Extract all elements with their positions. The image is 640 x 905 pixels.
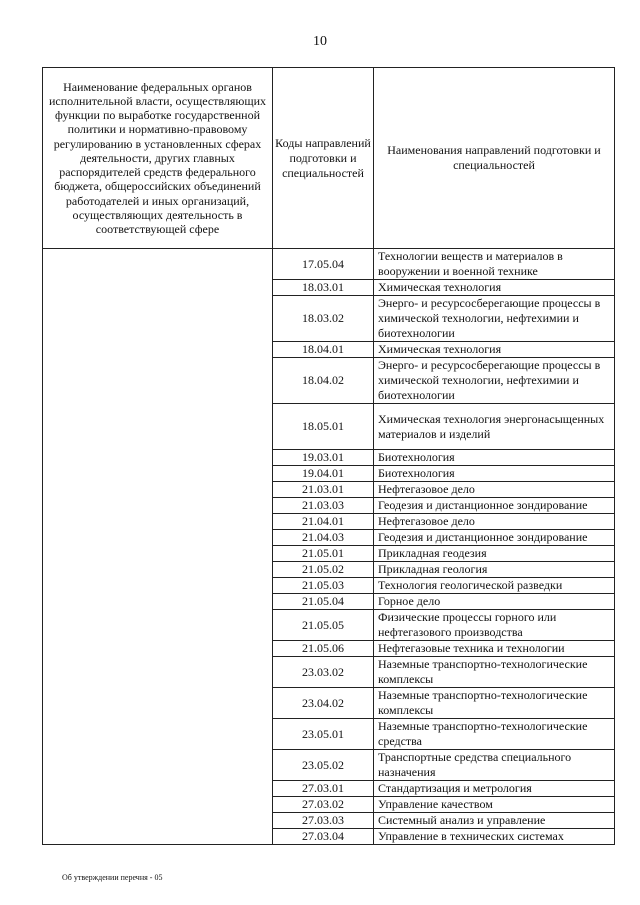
header-names: Наименования направлений подготовки и специальностей	[374, 68, 615, 249]
name-cell: Наземные транспортно-технологические средства	[374, 719, 615, 750]
code-cell: 23.03.02	[273, 657, 374, 688]
code-cell: 21.04.03	[273, 530, 374, 546]
name-cell: Системный анализ и управление	[374, 813, 615, 829]
name-cell: Прикладная геология	[374, 562, 615, 578]
code-cell: 21.04.01	[273, 514, 374, 530]
name-cell: Химическая технология	[374, 280, 615, 296]
name-cell: Энерго- и ресурсосберегающие процессы в химической технологии, нефтехимии и биотехнологии	[374, 296, 615, 342]
code-cell: 19.03.01	[273, 450, 374, 466]
table-header-row	[43, 68, 615, 249]
name-cell: Биотехнология	[374, 466, 615, 482]
code-cell: 27.03.01	[273, 781, 374, 797]
name-cell: Химическая технология	[374, 342, 615, 358]
name-cell: Нефтегазовые техника и технологии	[374, 641, 615, 657]
name-cell: Транспортные средства специального назначения	[374, 750, 615, 781]
table-row	[43, 249, 615, 280]
name-cell: Геодезия и дистанционное зондирование	[374, 498, 615, 514]
name-cell: Химическая технология энергонасыщенных материалов и изделий	[374, 404, 615, 450]
code-cell: 21.03.01	[273, 482, 374, 498]
name-cell: Стандартизация и метрология	[374, 781, 615, 797]
code-cell: 23.05.01	[273, 719, 374, 750]
code-cell: 27.03.03	[273, 813, 374, 829]
code-cell: 27.03.02	[273, 797, 374, 813]
code-cell: 27.03.04	[273, 829, 374, 845]
name-cell: Биотехнология	[374, 450, 615, 466]
name-cell: Нефтегазовое дело	[374, 514, 615, 530]
code-cell: 21.05.02	[273, 562, 374, 578]
name-cell: Технология геологической разведки	[374, 578, 615, 594]
code-cell: 17.05.04	[273, 249, 374, 280]
code-cell: 21.05.01	[273, 546, 374, 562]
code-cell: 18.04.02	[273, 358, 374, 404]
code-cell: 23.05.02	[273, 750, 374, 781]
code-cell: 21.05.04	[273, 594, 374, 610]
name-cell: Прикладная геодезия	[374, 546, 615, 562]
code-cell: 21.05.05	[273, 610, 374, 641]
name-cell: Технологии веществ и материалов в вооружении и военной технике	[374, 249, 615, 280]
name-cell: Наземные транспортно-технологические комплексы	[374, 688, 615, 719]
authority-cell	[43, 249, 273, 845]
name-cell: Энерго- и ресурсосберегающие процессы в химической технологии, нефтехимии и биотехнологии	[374, 358, 615, 404]
name-cell: Геодезия и дистанционное зондирование	[374, 530, 615, 546]
page-number: 10	[313, 34, 327, 49]
name-cell: Горное дело	[374, 594, 615, 610]
code-cell: 21.03.03	[273, 498, 374, 514]
code-cell: 21.05.03	[273, 578, 374, 594]
name-cell: Управление в технических системах	[374, 829, 615, 845]
name-cell: Нефтегазовое дело	[374, 482, 615, 498]
code-cell: 18.04.01	[273, 342, 374, 358]
code-cell: 19.04.01	[273, 466, 374, 482]
header-authorities: Наименование федеральных органов исполнительной власти, осуществляющих функции по выработке государственной политики и нормативно-правовому регулированию в установленных сферах деятельности, других главных распорядителей средств федерального бюджета, общероссийских объединений работодателей и иных организаций, осуществляющих деятельность в соответствующей сфере	[43, 68, 273, 249]
code-cell: 18.03.02	[273, 296, 374, 342]
code-cell: 18.05.01	[273, 404, 374, 450]
specialties-table	[42, 67, 615, 845]
footer-note: Об утверждении перечня - 05	[62, 873, 163, 882]
header-codes: Коды направлений подготовки и специальностей	[273, 68, 374, 249]
name-cell: Управление качеством	[374, 797, 615, 813]
name-cell: Физические процессы горного или нефтегазового производства	[374, 610, 615, 641]
code-cell: 23.04.02	[273, 688, 374, 719]
code-cell: 21.05.06	[273, 641, 374, 657]
name-cell: Наземные транспортно-технологические комплексы	[374, 657, 615, 688]
code-cell: 18.03.01	[273, 280, 374, 296]
